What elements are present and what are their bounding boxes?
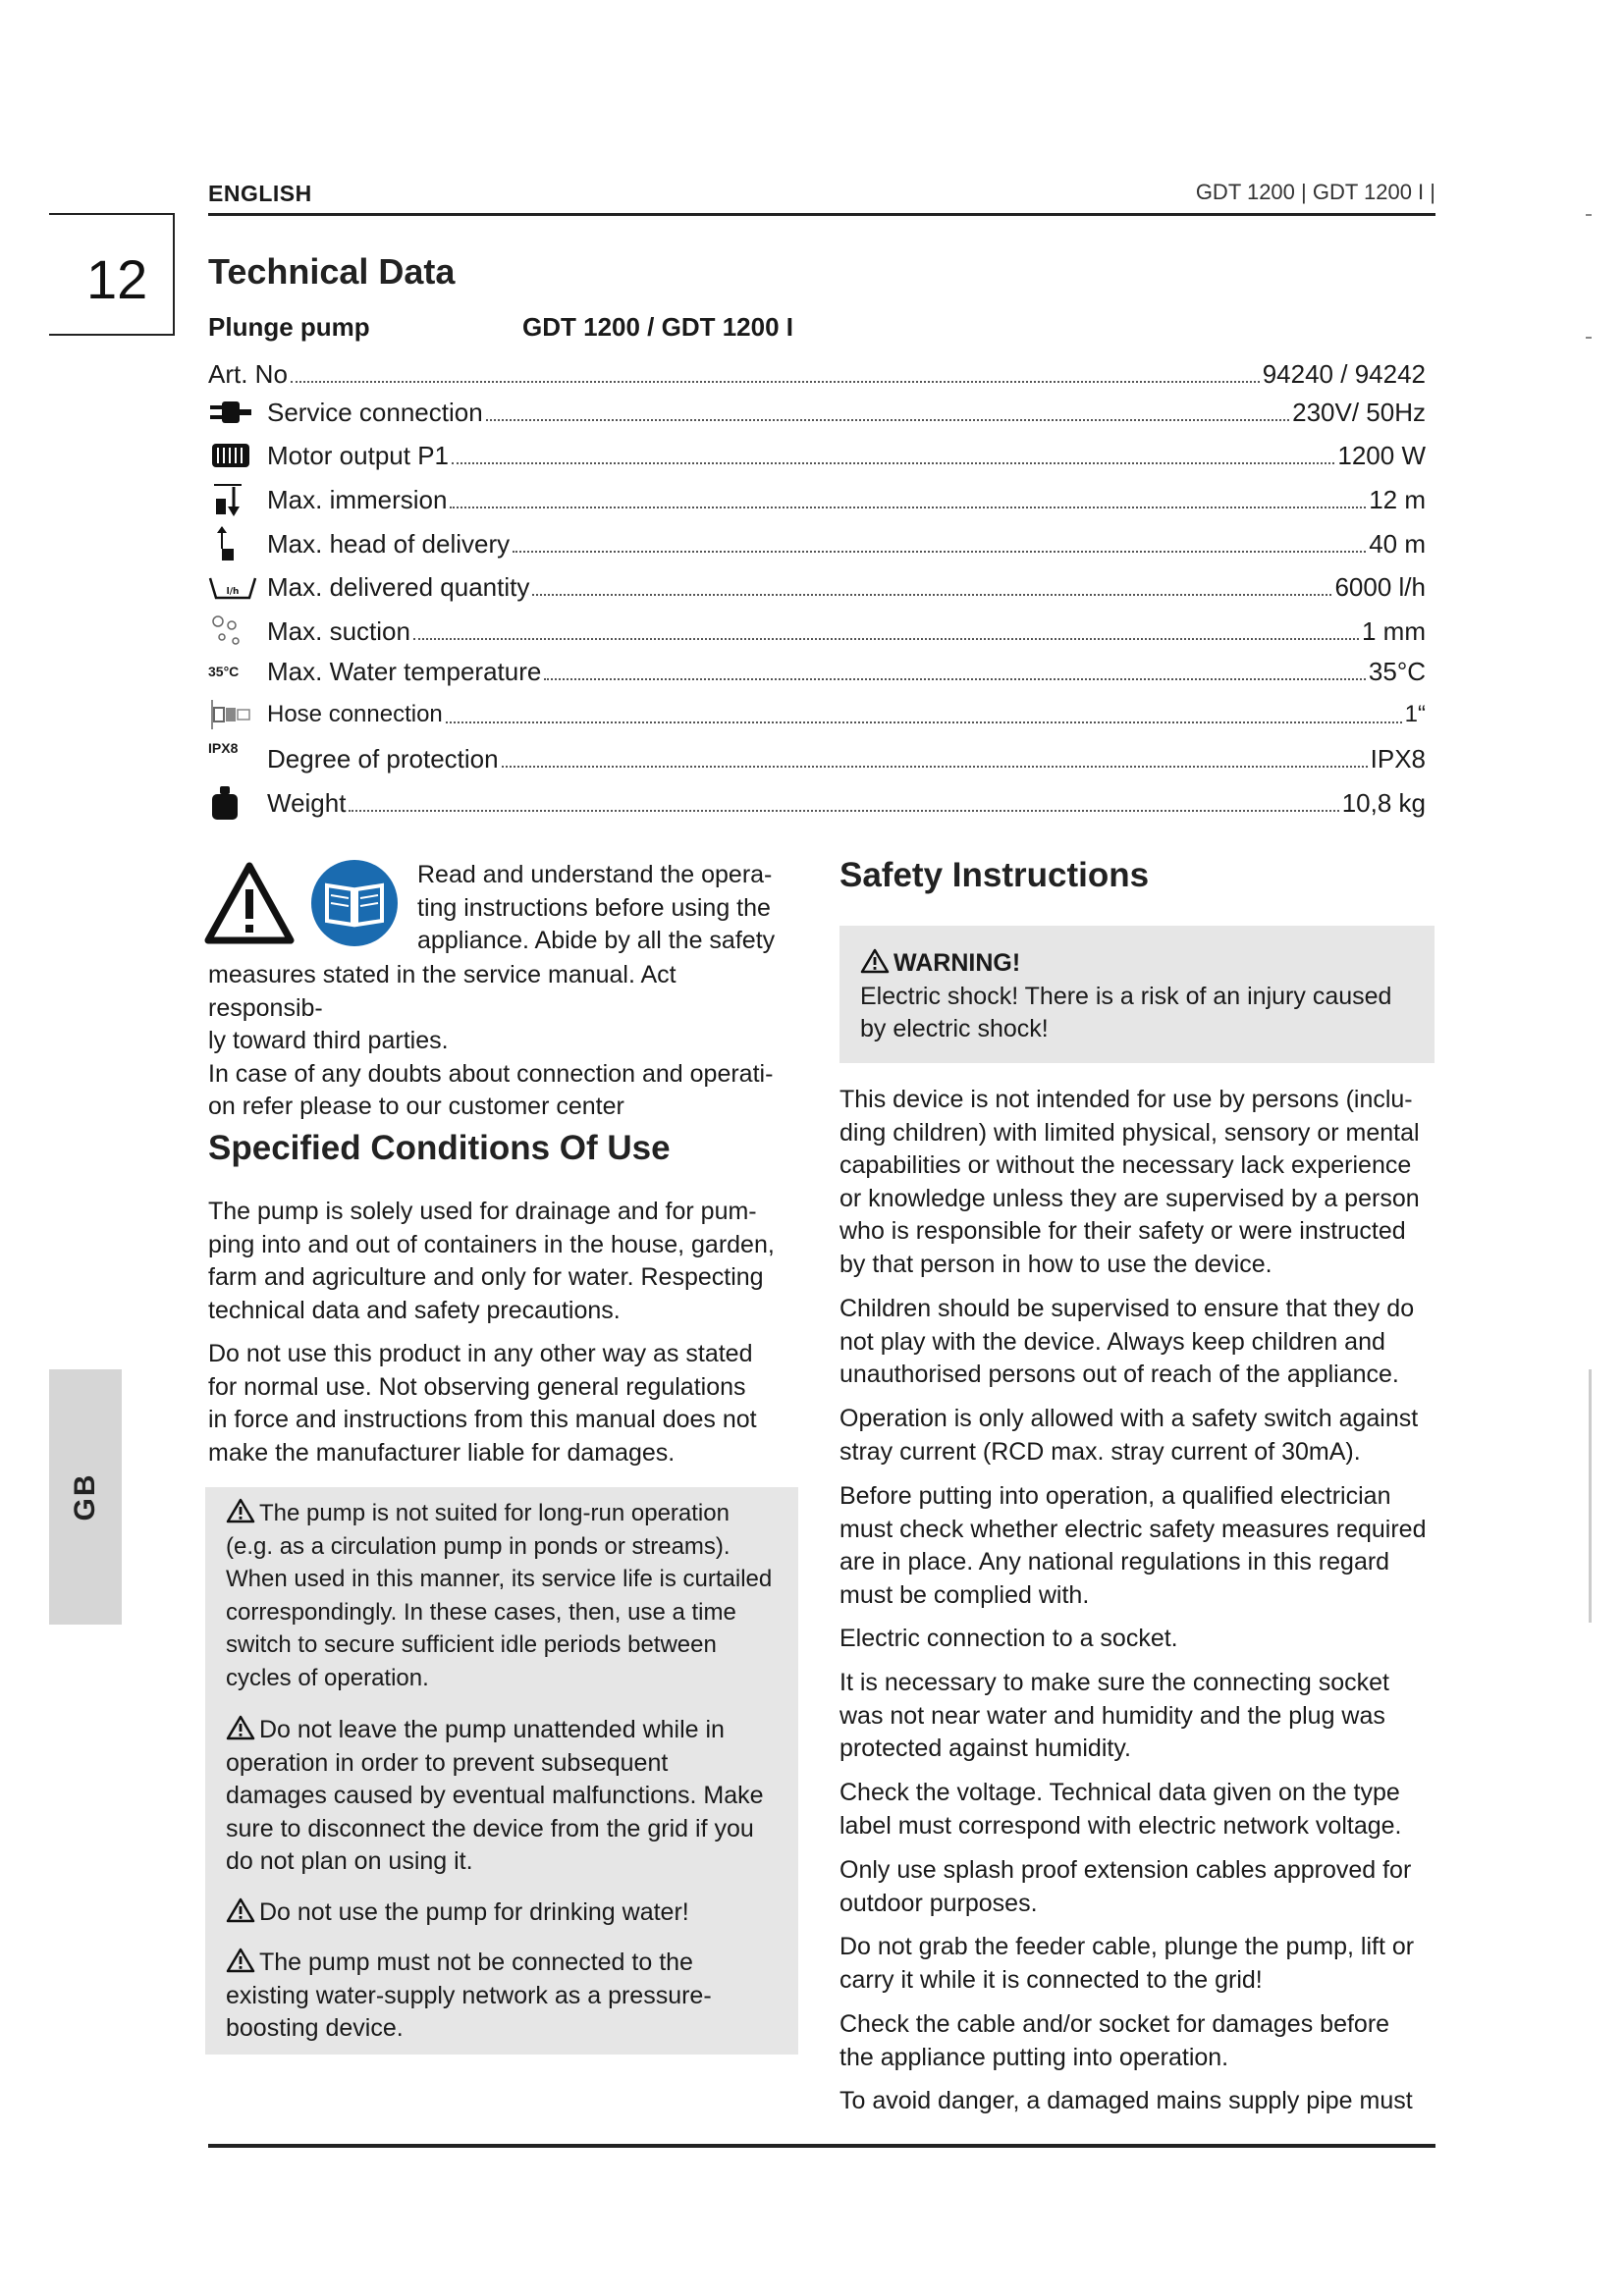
note-item: Do not leave the pump unattended while in operation in order to prevent subsequent damages caused by eventual malfunctions. Make sure to disconnect the device from the grid if you do not plan on using it. bbox=[226, 1716, 764, 1875]
spec-row bbox=[208, 436, 1426, 475]
note-item: The pump must not be connected to the existing water-supply network as a pressure- boosting device. bbox=[226, 1949, 712, 2042]
spec-row bbox=[208, 739, 1426, 778]
warning-icon bbox=[226, 1948, 255, 1973]
warning-icon bbox=[226, 1715, 255, 1740]
safety-instructions-title: Safety Instructions bbox=[839, 856, 1150, 894]
head-icon bbox=[208, 524, 267, 563]
leader-dots bbox=[502, 766, 1368, 768]
leader-dots bbox=[486, 419, 1289, 421]
page-number: 12 bbox=[86, 248, 148, 310]
language-side-tab bbox=[49, 1369, 122, 1625]
leader-dots bbox=[532, 594, 1331, 596]
spec-value: 12 m bbox=[1369, 484, 1426, 514]
header-rule bbox=[208, 213, 1435, 216]
spec-label: Max. suction bbox=[267, 615, 410, 646]
spec-value: 40 m bbox=[1369, 528, 1426, 559]
safety-paragraph: Operation is only allowed with a safety switch against stray current (RCD max. stray current of 30mA). bbox=[839, 1405, 1419, 1466]
spec-label: Degree of protection bbox=[267, 743, 499, 774]
spec-label: Max. Water temperature bbox=[267, 656, 542, 686]
spec-value: 1200 W bbox=[1337, 440, 1426, 470]
spec-label: Weight bbox=[267, 787, 347, 818]
leader-dots bbox=[452, 462, 1334, 464]
spec-row bbox=[208, 567, 1426, 607]
safety-paragraph: To avoid danger, a damaged mains supply pipe must bbox=[839, 2087, 1413, 2114]
spec-row bbox=[208, 695, 1426, 734]
header-model: GDT 1200 | GDT 1200 I | bbox=[1195, 180, 1435, 204]
spec-value: 10,8 kg bbox=[1341, 787, 1426, 818]
spec-label: Hose connection bbox=[267, 701, 443, 727]
warning-icon bbox=[860, 948, 890, 974]
product-model: GDT 1200 / GDT 1200 I bbox=[522, 312, 794, 342]
spec-row bbox=[208, 612, 1426, 651]
spec-label: Max. head of delivery bbox=[267, 528, 511, 559]
spec-row bbox=[208, 393, 1426, 432]
safety-paragraph: Only use splash proof extension cables approved for outdoor purposes. bbox=[839, 1856, 1412, 1917]
plug-icon bbox=[208, 393, 267, 432]
spec-value: IPX8 bbox=[1370, 743, 1426, 774]
margin-mark bbox=[1586, 337, 1592, 339]
safety-paragraph: Before putting into operation, a qualified electrician must check whether electric safety measures required are in place. Any national regulations in this regard must be complied with. bbox=[839, 1482, 1427, 1609]
technical-data-title: Technical Data bbox=[208, 251, 456, 292]
product-label: Plunge pump bbox=[208, 312, 370, 342]
leader-dots bbox=[413, 638, 1359, 640]
side-tab-label: GB bbox=[69, 1472, 101, 1522]
leader-dots bbox=[450, 507, 1366, 508]
intro-text-a: Read and understand the opera- ting instructions before using the appliance. Abide by all the safety bbox=[417, 861, 776, 954]
temperature-icon: 35°C bbox=[208, 664, 240, 679]
safety-paragraph: Children should be supervised to ensure that they do not play with the device. Always keep children and unauthorised persons out of reach of the appliance. bbox=[839, 1295, 1415, 1388]
leader-dots bbox=[349, 810, 1338, 812]
spec-value: 94240 / 94242 bbox=[1262, 358, 1426, 389]
spec-label: Max. immersion bbox=[267, 484, 448, 514]
safety-paragraph: Check the cable and/or socket for damages before the appliance putting into operation. bbox=[839, 2010, 1390, 2071]
leader-dots bbox=[291, 381, 1260, 383]
safety-paragraph: Electric connection to a socket. bbox=[839, 1625, 1178, 1652]
warning-triangle-icon bbox=[204, 862, 295, 944]
spec-label: Art. No bbox=[208, 358, 288, 389]
specified-conditions-title: Specified Conditions Of Use bbox=[208, 1129, 671, 1167]
suction-icon bbox=[208, 612, 267, 651]
warning-icon bbox=[226, 1498, 255, 1523]
weight-icon bbox=[208, 783, 267, 823]
hose-icon bbox=[208, 695, 267, 734]
note-item: The pump is not suited for long-run operation (e.g. as a circulation pump in ponds or streams). When used in this manner, its service life is curtailed correspondingly. In these cases, then, use a time switch to secure sufficient idle periods between cycles of operation. bbox=[226, 1500, 773, 1691]
motor-icon bbox=[208, 436, 267, 475]
spec-label: Max. delivered quantity bbox=[267, 571, 530, 602]
conditions-paragraph: The pump is solely used for drainage and for pum- ping into and out of containers in the house, garden, farm and agriculture and only for water. Respecting technical data and safety precautions. bbox=[208, 1198, 775, 1324]
leader-dots bbox=[446, 721, 1402, 723]
spec-value: 6000 l/h bbox=[1334, 571, 1426, 602]
conditions-paragraph: Do not use this product in any other way as stated for normal use. Not observing general regulations in force and instructions from this manual does not make the manufacturer liable for damages. bbox=[208, 1340, 757, 1467]
spec-value: 230V/ 50Hz bbox=[1292, 397, 1426, 427]
header-language: ENGLISH bbox=[208, 181, 312, 206]
margin-bar bbox=[1589, 1369, 1592, 1623]
immersion-icon bbox=[208, 480, 267, 519]
safety-paragraph: Do not grab the feeder cable, plunge the pump, lift or carry it while it is connected to the grid! bbox=[839, 1933, 1415, 1994]
svg-text:l/h: l/h bbox=[226, 587, 240, 597]
footer-rule bbox=[208, 2144, 1435, 2148]
safety-paragraph: Check the voltage. Technical data given on the type label must correspond with electric network voltage. bbox=[839, 1779, 1402, 1840]
warning-content: WARNING! Electric shock! There is a risk of an injury caused by electric shock! bbox=[860, 949, 1392, 1042]
spec-row bbox=[208, 783, 1426, 823]
quantity-icon bbox=[208, 567, 267, 607]
spec-row bbox=[208, 354, 1426, 394]
spec-label: Motor output P1 bbox=[267, 440, 449, 470]
spec-value: 35°C bbox=[1368, 656, 1426, 686]
spec-label: Service connection bbox=[267, 397, 483, 427]
spec-row bbox=[208, 480, 1426, 519]
leader-dots bbox=[513, 551, 1366, 553]
spec-value: 1 mm bbox=[1362, 615, 1426, 646]
safety-paragraph: It is necessary to make sure the connecting socket was not near water and humidity and the plug was protected against humidity. bbox=[839, 1669, 1389, 1762]
intro-text-b: measures stated in the service manual. Act responsib- ly toward third parties. In case of any doubts about connection and operati- on refer please to our customer center bbox=[208, 961, 774, 1120]
warning-icon bbox=[226, 1897, 255, 1923]
margin-mark bbox=[1586, 214, 1592, 216]
leader-dots bbox=[544, 678, 1366, 680]
spec-value: 1“ bbox=[1404, 701, 1426, 727]
warning-title: WARNING! bbox=[893, 949, 1021, 977]
safety-paragraph: This device is not intended for use by persons (inclu- ding children) with limited physical, sensory or mental capabilities or without the necessary lack experience or knowledge unless they are supervised by a person who is responsible for their safety or were instructed by that person in how to use the device. bbox=[839, 1086, 1420, 1278]
read-manual-icon bbox=[309, 858, 400, 948]
protection-icon: IPX8 bbox=[208, 740, 239, 756]
note-item: Do not use the pump for drinking water! bbox=[226, 1896, 785, 1930]
spec-row bbox=[208, 524, 1426, 563]
spec-row bbox=[208, 652, 1426, 691]
